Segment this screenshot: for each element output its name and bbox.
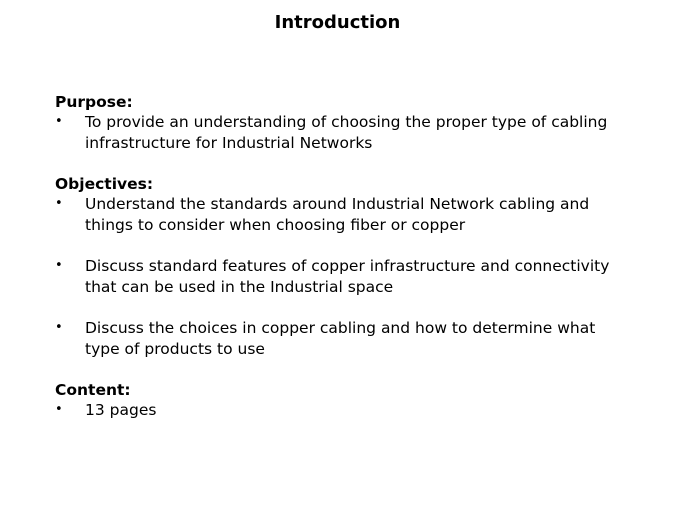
bullet-icon: • (55, 402, 63, 417)
bullet-icon: • (55, 320, 63, 335)
purpose-heading: Purpose: (55, 93, 133, 111)
objectives-heading: Objectives: (55, 175, 154, 193)
list-item-text: To provide an understanding of choosing the proper type of cabling infrastructure for Industrial Networks (85, 113, 608, 152)
bullet-icon: • (55, 196, 63, 211)
list-item (55, 400, 630, 421)
list-item-text: Discuss standard features of copper infrastructure and connectivity that can be used in the Industrial space (85, 257, 610, 296)
list-item-text: Discuss the choices in copper cabling and how to determine what type of products to use (85, 319, 596, 358)
bullet-icon: • (55, 258, 63, 273)
list-item-text: Understand the standards around Industrial Network cabling and things to consider when choosing fiber or copper (85, 195, 590, 234)
objectives-section (55, 174, 630, 359)
list-item (55, 112, 630, 153)
list-item (55, 194, 630, 235)
content-section (55, 380, 630, 421)
list-item (55, 256, 630, 297)
content-heading: Content: (55, 381, 131, 399)
bullet-icon: • (55, 114, 63, 129)
list-item-text: 13 pages (85, 401, 157, 419)
list-item (55, 318, 630, 359)
page-title: Introduction (274, 12, 401, 33)
slide-body (55, 92, 630, 442)
purpose-section (55, 92, 630, 153)
